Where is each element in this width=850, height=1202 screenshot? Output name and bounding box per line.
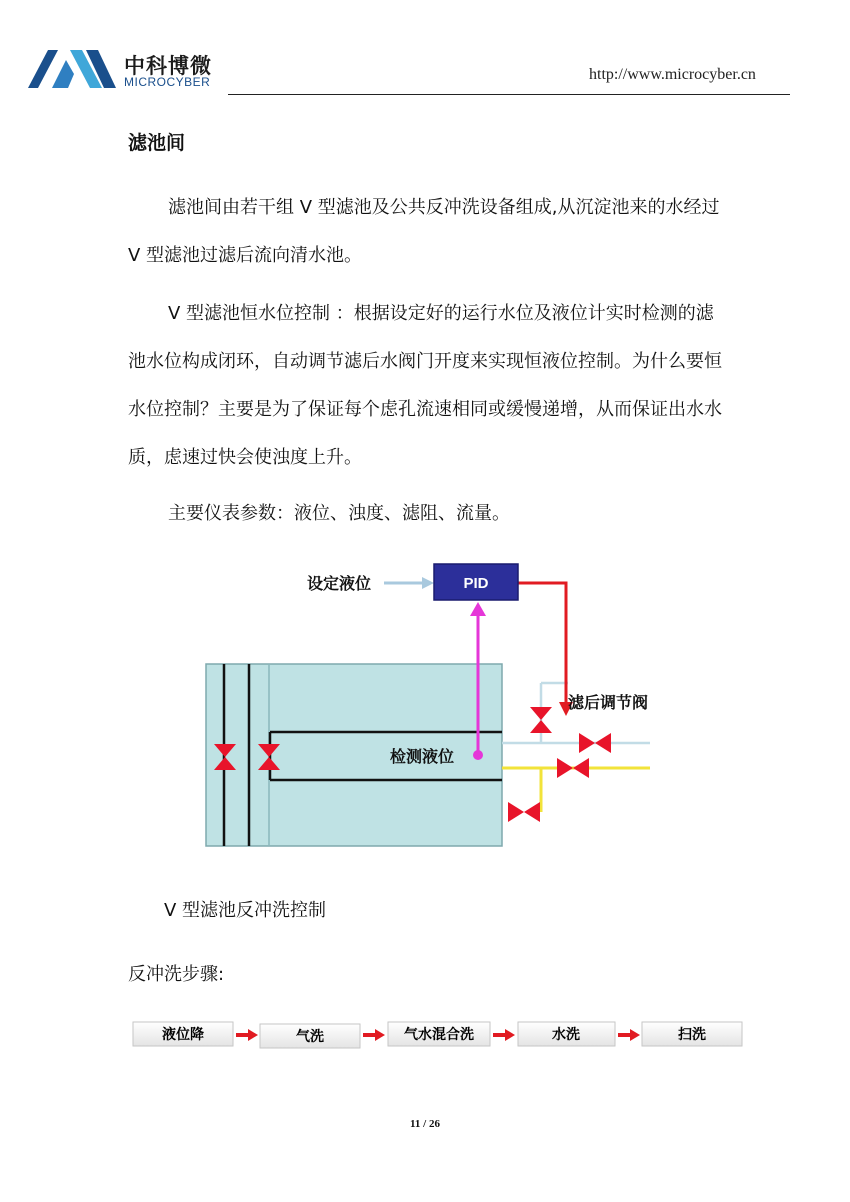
- filter-tank: [206, 664, 502, 846]
- paragraph-instruments: 主要仪表参数：液位、浊度、滤阻、流量。: [168, 503, 510, 524]
- yellow-pipe-valve-icon: [557, 758, 589, 778]
- level-label: 检测液位: [390, 747, 455, 766]
- step-label: 扫洗: [678, 1028, 706, 1043]
- paragraph-constant-level: V 型滤池恒水位控制 ：根据设定好的运行水位及液位计实时检测的滤池水位构成闭环，自动调节滤后水阀门开度来实现恒液位控制。为什么要恒水位控制？主要是为了保证每个虑孔流速相同或缓慢递增，从而保证出水水质，虑速过快会使浊度上升。: [128, 303, 722, 468]
- step-label: 气洗: [296, 1030, 324, 1045]
- step-box: [518, 1022, 615, 1046]
- section-title: 滤池间: [128, 132, 186, 154]
- page-number: 11 / 26: [410, 1118, 440, 1130]
- backwash-steps-flow: [0, 1015, 850, 1055]
- step-arrow-icon: [618, 1029, 640, 1041]
- backwash-caption: V 型滤池反冲洗控制: [164, 900, 327, 921]
- step-box: [388, 1022, 490, 1046]
- drain-valve-icon: [508, 802, 540, 822]
- header-divider: [228, 94, 790, 95]
- level-signal-arrow-icon: [470, 602, 486, 616]
- post-filter-control-valve-icon: [530, 707, 552, 733]
- step-box: [260, 1024, 360, 1048]
- outlet-valve-icon: [579, 733, 611, 753]
- filter-level-control-diagram: [0, 550, 850, 860]
- step-arrow-icon: [493, 1029, 515, 1041]
- setpoint-arrow-icon: [422, 577, 434, 589]
- valve-label: 滤后调节阀: [568, 693, 649, 712]
- setpoint-label: 设定液位: [307, 574, 372, 593]
- header-url[interactable]: http://www.microcyber.cn: [589, 66, 756, 83]
- pid-label: PID: [463, 575, 489, 592]
- step-box: [642, 1022, 742, 1046]
- level-sensor-point: [473, 750, 483, 760]
- step-label: 气水混合洗: [404, 1028, 474, 1043]
- paragraph-intro: 滤池间由若干组 V 型滤池及公共反冲洗设备组成,从沉淀池来的水经过 V 型滤池过滤后流向清水池。: [128, 197, 720, 266]
- step-arrow-icon: [236, 1029, 258, 1041]
- microcyber-logo-icon: [24, 44, 119, 92]
- logo-english-name: MICROCYBER: [124, 75, 211, 89]
- step-label: 液位降: [162, 1028, 204, 1043]
- logo-chinese-name: 中科博微: [124, 54, 212, 78]
- step-label: 水洗: [552, 1028, 580, 1043]
- backwash-steps-label: 反冲洗步骤:: [128, 964, 225, 985]
- step-box: [133, 1022, 233, 1046]
- step-arrow-icon: [363, 1029, 385, 1041]
